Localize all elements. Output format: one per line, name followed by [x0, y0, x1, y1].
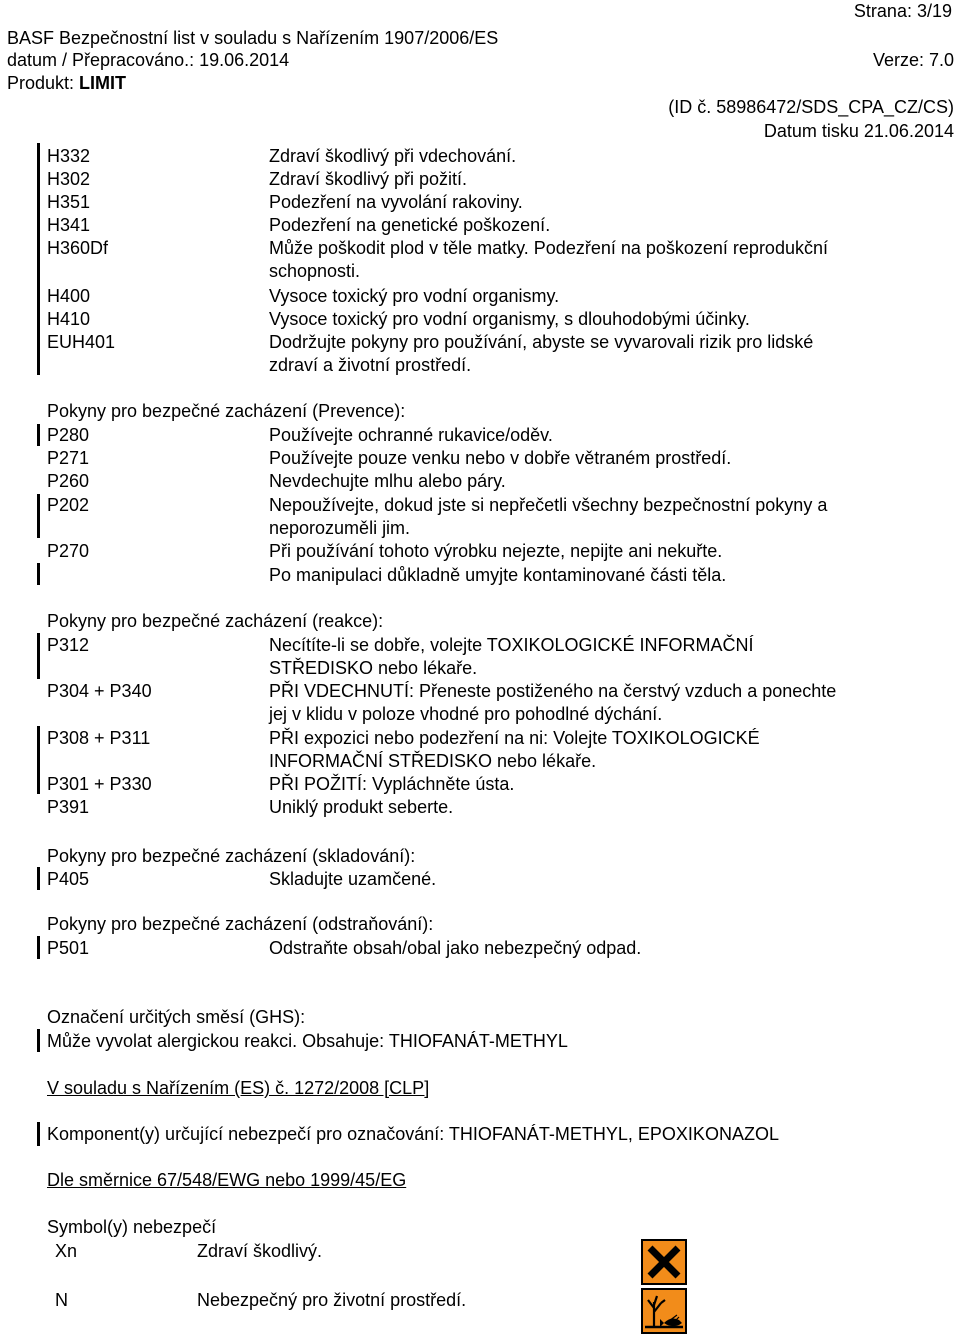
hazard-components: Komponent(y) určující nebezpečí pro označování: THIOFANÁT-METHYL, EPOXIKONAZOL [47, 1124, 779, 1144]
precaution-text: Uniklý produkt seberte. [269, 797, 454, 817]
hazard-text: Podezření na vyvolání rakoviny. [269, 192, 523, 212]
harmful-x-icon [641, 1239, 687, 1285]
precaution-code: P501 [47, 938, 90, 958]
hazard-text: Zdraví škodlivý při požití. [269, 169, 468, 189]
document-title: BASF Bezpečnostní list v souladu s Nařízením 1907/2006/ES [7, 28, 499, 48]
change-bar [37, 143, 40, 375]
ghs-text: Může vyvolat alergickou reakci. Obsahuje: THIOFANÁT-METHYL [47, 1031, 568, 1051]
ghs-heading: Označení určitých směsí (GHS): [47, 1007, 306, 1027]
hazard-text-continued: zdraví a životní prostředí. [269, 355, 472, 375]
symbol-text: Nebezpečný pro životní prostředí. [197, 1290, 467, 1310]
precaution-code: P202 [47, 495, 90, 515]
precaution-text: PŘI VDECHNUTÍ: Přeneste postiženého na čerstvý vzduch a ponechte [269, 681, 837, 701]
change-bar [37, 494, 40, 538]
section-heading-prevention: Pokyny pro bezpečné zacházení (Prevence): [47, 401, 406, 421]
change-bar [37, 936, 40, 959]
precaution-text: Při používání tohoto výrobku nejezte, nepijte ani nekuřte. [269, 541, 723, 561]
precaution-text-continued: jej v klidu v poloze vhodné pro pohodlné dýchání. [269, 704, 663, 724]
hazard-text: Podezření na genetické poškození. [269, 215, 551, 235]
precaution-code: P308 + P311 [47, 728, 151, 748]
product-label: Produkt: [7, 73, 80, 93]
precaution-text-continued: INFORMAČNÍ STŘEDISKO nebo lékaře. [269, 751, 597, 771]
precaution-text: PŘI POŽITÍ: Vypláchněte ústa. [269, 774, 515, 794]
symbol-text: Zdraví škodlivý. [197, 1241, 323, 1261]
change-bar [37, 424, 40, 446]
precaution-text-continued: neporozuměli jim. [269, 518, 411, 538]
section-heading-response: Pokyny pro bezpečné zacházení (reakce): [47, 611, 384, 631]
precaution-text-continued: STŘEDISKO nebo lékaře. [269, 658, 478, 678]
precaution-text: Po manipulaci důkladně umyjte kontaminované části těla. [269, 565, 727, 585]
precaution-code: P301 + P330 [47, 774, 152, 794]
environment-dead-tree-icon [641, 1288, 687, 1334]
precaution-text: Nevdechujte mlhu alebo páry. [269, 471, 506, 491]
hazard-text-continued: schopnosti. [269, 261, 361, 281]
section-heading-storage: Pokyny pro bezpečné zacházení (skladování): [47, 846, 416, 866]
print-date: Datum tisku 21.06.2014 [763, 121, 954, 141]
hazard-code: H400 [47, 286, 91, 306]
page-number: Strana: 3/19 [853, 1, 952, 21]
document-id: (ID č. 58986472/SDS_CPA_CZ/CS) [668, 97, 954, 117]
precaution-text: PŘI expozici nebo podezření na ni: Volejte TOXIKOLOGICKÉ [269, 728, 760, 748]
change-bar [37, 1029, 40, 1052]
precaution-text: Odstraňte obsah/obal jako nebezpečný odpad. [269, 938, 642, 958]
change-bar [37, 633, 40, 679]
product-line [7, 72, 126, 94]
precaution-code: P271 [47, 448, 90, 468]
hazard-code: H351 [47, 192, 91, 212]
hazard-code: H332 [47, 146, 91, 166]
precaution-code: P304 + P340 [47, 681, 152, 701]
precaution-text: Nepoužívejte, dokud jste si nepřečetli všechny bezpečnostní pokyny a [269, 495, 828, 515]
symbol-code: N [55, 1290, 68, 1310]
precaution-text: Používejte pouze venku nebo v dobře větraném prostředí. [269, 448, 732, 468]
version: Verze: 7.0 [872, 50, 954, 70]
change-bar [37, 563, 40, 585]
precaution-code: P280 [47, 425, 90, 445]
precaution-code: P270 [47, 541, 90, 561]
precaution-code: P260 [47, 471, 90, 491]
change-bar [37, 1122, 40, 1146]
hazard-code: H302 [47, 169, 91, 189]
hazard-code: H341 [47, 215, 91, 235]
change-bar [37, 726, 40, 794]
symbols-heading: Symbol(y) nebezpečí [47, 1217, 217, 1237]
precaution-code: P391 [47, 797, 90, 817]
hazard-code: EUH401 [47, 332, 116, 352]
precaution-code: P405 [47, 869, 90, 889]
change-bar [37, 867, 40, 890]
hazard-text: Vysoce toxický pro vodní organismy. [269, 286, 560, 306]
section-heading-disposal: Pokyny pro bezpečné zacházení (odstraňování): [47, 914, 434, 934]
hazard-text: Dodržujte pokyny pro používání, abyste se vyvarovali rizik pro lidské [269, 332, 814, 352]
product-name: LIMIT [79, 73, 127, 93]
hazard-text: Zdraví škodlivý při vdechování. [269, 146, 517, 166]
hazard-text: Vysoce toxický pro vodní organismy, s dlouhodobými účinky. [269, 309, 750, 329]
revision-date: datum / Přepracováno.: 19.06.2014 [7, 50, 290, 70]
precaution-text: Necítíte-li se dobře, volejte TOXIKOLOGICKÉ INFORMAČNÍ [269, 635, 754, 655]
clp-heading: V souladu s Nařízením (ES) č. 1272/2008 [CLP] [47, 1078, 430, 1098]
symbol-code: Xn [55, 1241, 78, 1261]
precaution-text: Skladujte uzamčené. [269, 869, 437, 889]
hazard-code: H360Df [47, 238, 109, 258]
directive-heading: Dle směrnice 67/548/EWG nebo 1999/45/EG [47, 1170, 407, 1190]
precaution-code: P312 [47, 635, 90, 655]
hazard-text: Může poškodit plod v těle matky. Podezření na poškození reprodukční [269, 238, 828, 258]
precaution-text: Používejte ochranné rukavice/oděv. [269, 425, 553, 445]
hazard-code: H410 [47, 309, 91, 329]
